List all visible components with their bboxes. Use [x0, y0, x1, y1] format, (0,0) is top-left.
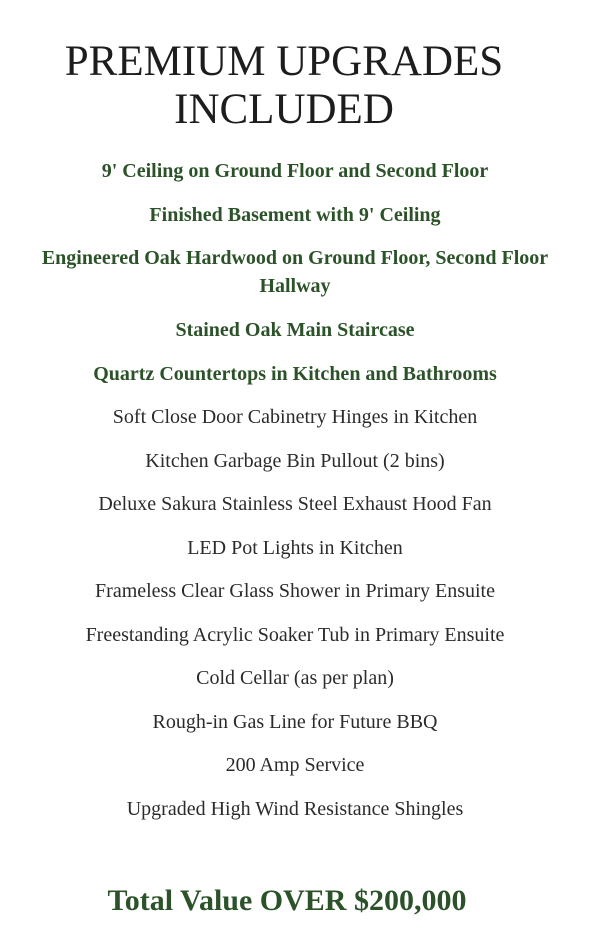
- upgrade-item-staircase: Stained Oak Main Staircase: [175, 319, 415, 341]
- page-title-line-2: INCLUDED: [174, 86, 394, 133]
- upgrade-item-pot-lights: LED Pot Lights in Kitchen: [187, 536, 403, 559]
- total-value: Total Value OVER $200,000: [107, 884, 467, 917]
- upgrade-item-glass-shower: Frameless Clear Glass Shower in Primary Ensuite: [95, 580, 495, 602]
- page-title: [0, 38, 568, 134]
- page-title-line-1: PREMIUM UPGRADES: [64, 38, 504, 85]
- upgrade-item-amp-service: 200 Amp Service: [225, 754, 365, 776]
- upgrade-item-hardwood: Engineered Oak Hardwood on Ground Floor, Second Floor Hallway: [41, 247, 549, 297]
- upgrade-item-gas-line: Rough-in Gas Line for Future BBQ: [152, 710, 438, 733]
- upgrade-item-basement: Finished Basement with 9' Ceiling: [149, 203, 441, 226]
- upgrade-item-hinges: Soft Close Door Cabinetry Hinges in Kitchen: [112, 406, 478, 428]
- upgrade-item-soaker-tub: Freestanding Acrylic Soaker Tub in Primary Ensuite: [85, 623, 505, 646]
- upgrade-item-ceiling: 9' Ceiling on Ground Floor and Second Floor: [101, 160, 489, 182]
- upgrade-item-cold-cellar: Cold Cellar (as per plan): [196, 667, 394, 689]
- upgrade-list: [0, 157, 588, 838]
- upgrade-item-hood-fan: Deluxe Sakura Stainless Steel Exhaust Hood Fan: [98, 493, 492, 515]
- upgrade-item-garbage-pullout: Kitchen Garbage Bin Pullout (2 bins): [145, 449, 445, 472]
- upgrade-item-countertops: Quartz Countertops in Kitchen and Bathrooms: [93, 362, 497, 385]
- upgrade-item-shingles: Upgraded High Wind Resistance Shingles: [126, 797, 464, 820]
